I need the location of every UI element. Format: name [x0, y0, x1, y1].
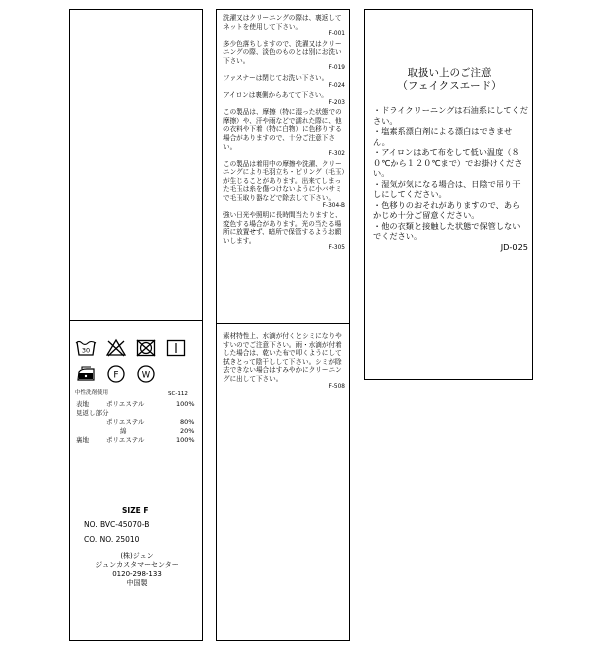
- instruction-text: 多少色落ちしますので、洗濯又はクリーニングの際、淡色のものとは別にお洗い下さい。: [223, 39, 342, 65]
- caution-code: JD-025: [500, 241, 528, 252]
- caution-title: 取扱い上のご注意: [407, 67, 492, 79]
- instruction-code: F-001: [328, 31, 345, 38]
- no-tumble-dry-icon: [135, 338, 157, 358]
- lining-material: ポリエステル: [106, 436, 145, 444]
- instruction-text: この製品は着用中の摩擦や洗濯、クリーニングにより毛羽立ち・ピリング（毛玉）が生じることがあります。出来てしまった毛玉は糸を傷つけないように小バサミで毛玉取り器などで除去して下さい。: [223, 159, 345, 202]
- wash-tub-icon: [75, 338, 97, 358]
- instruction-text: 洗濯又はクリーニングの際は、裏返してネットを使用して下さい。: [223, 14, 342, 31]
- care-instructions-bottom: [223, 332, 345, 392]
- customer-center: ジュンカスタマーセンター: [95, 561, 179, 569]
- size-text: SIZE F: [122, 506, 149, 515]
- instruction-text: 強い日光や照明に長時間当たりますと、変色する場合があります。光の当たる場所に放置せず、暗所で保管するようお願いします。: [223, 211, 342, 245]
- svg-text:30: 30: [81, 346, 91, 355]
- detergent-note: 中性洗剤使用: [75, 390, 109, 396]
- low-iron-icon: [75, 364, 97, 384]
- phone-number: 0120-298-133: [112, 570, 162, 578]
- caution-item: ・他の衣類と接触した状態で保管しないでください。: [373, 220, 521, 241]
- caution-item: ・塩素系漂白剤による漂白はできません。: [373, 126, 513, 147]
- wet-clean-w-icon: [135, 364, 157, 384]
- instruction-code: F-302: [328, 151, 345, 158]
- lining-label: 裏地: [76, 436, 89, 444]
- instruction-text: ファスナーは閉じてお洗い下さい。: [223, 73, 329, 82]
- label-divider: [70, 320, 202, 321]
- dry-clean-f-icon: [105, 364, 127, 384]
- caution-label-right: [364, 9, 533, 380]
- instruction-code: F-305: [328, 245, 345, 252]
- caution-item: ・色移りのおそれがありますので、あらかじめ十分ご留意ください。: [373, 199, 521, 220]
- outer-material: ポリエステル: [106, 400, 145, 408]
- sc-code: SC-112: [168, 391, 188, 397]
- facing-label: 見返し部分: [76, 409, 109, 417]
- caution-item: ・アイロンはあて布をして低い温度（８０℃から１２０℃まで）でお掛けください。: [373, 147, 523, 178]
- instruction-code: F-019: [328, 65, 345, 72]
- country-of-origin: 中国製: [126, 579, 148, 587]
- svg-text:F: F: [113, 370, 119, 381]
- facing-pct-1: 80%: [180, 418, 195, 426]
- outer-pct: 100%: [176, 400, 195, 408]
- fabric-composition: [76, 390, 198, 445]
- care-instructions-top: [223, 14, 345, 254]
- caution-item: ・ドライクリーニングは石油系にしてください。: [373, 105, 528, 126]
- facing-material-2: 綿: [120, 427, 127, 435]
- label-divider: [217, 323, 349, 324]
- co-number: CO. NO. 25010: [84, 535, 140, 544]
- care-label-middle: [216, 9, 350, 641]
- caution-subtitle: （フェイクスエード）: [397, 80, 502, 92]
- caution-item: ・湿気が気になる場合は、日陰で吊り干しにしてください。: [373, 178, 521, 199]
- instruction-code: F-508: [328, 383, 345, 390]
- instruction-code: F-024: [328, 82, 345, 89]
- line-dry-icon: [165, 338, 187, 358]
- facing-material-1: ポリエステル: [106, 418, 145, 426]
- caution-list: [373, 105, 528, 252]
- no-bleach-icon: [105, 338, 127, 358]
- care-label-left: [69, 9, 203, 641]
- lining-pct: 100%: [176, 436, 195, 444]
- instruction-text: 素材特性上、水滴が付くとシミになりやすいのでご注意下さい。雨・水滴が付着した場合は、乾いた布で叩くようにして拭きとって陰干しして下さい。シミが除去できない場合はすみやかにクリーニングに出して下さい。: [223, 332, 342, 383]
- outer-label: 表地: [76, 400, 89, 408]
- facing-pct-2: 20%: [180, 427, 195, 435]
- care-symbols: [75, 338, 197, 397]
- instruction-text: アイロンは裏側からあてて下さい。: [223, 91, 328, 100]
- svg-text:W: W: [141, 370, 151, 381]
- company-name: (株)ジュン: [120, 552, 154, 560]
- instruction-code: F-203: [328, 99, 345, 106]
- instruction-text: この製品は、摩擦（特に湿った状態での摩擦）や、汗や雨などで濡れた際に、他の衣料や下着（特に白物）に色移りする場合がありますので、十分ご注意下さい。: [223, 108, 342, 151]
- instruction-code: F-304-B: [322, 202, 345, 209]
- product-number: NO. BVC-45070-B: [84, 520, 150, 529]
